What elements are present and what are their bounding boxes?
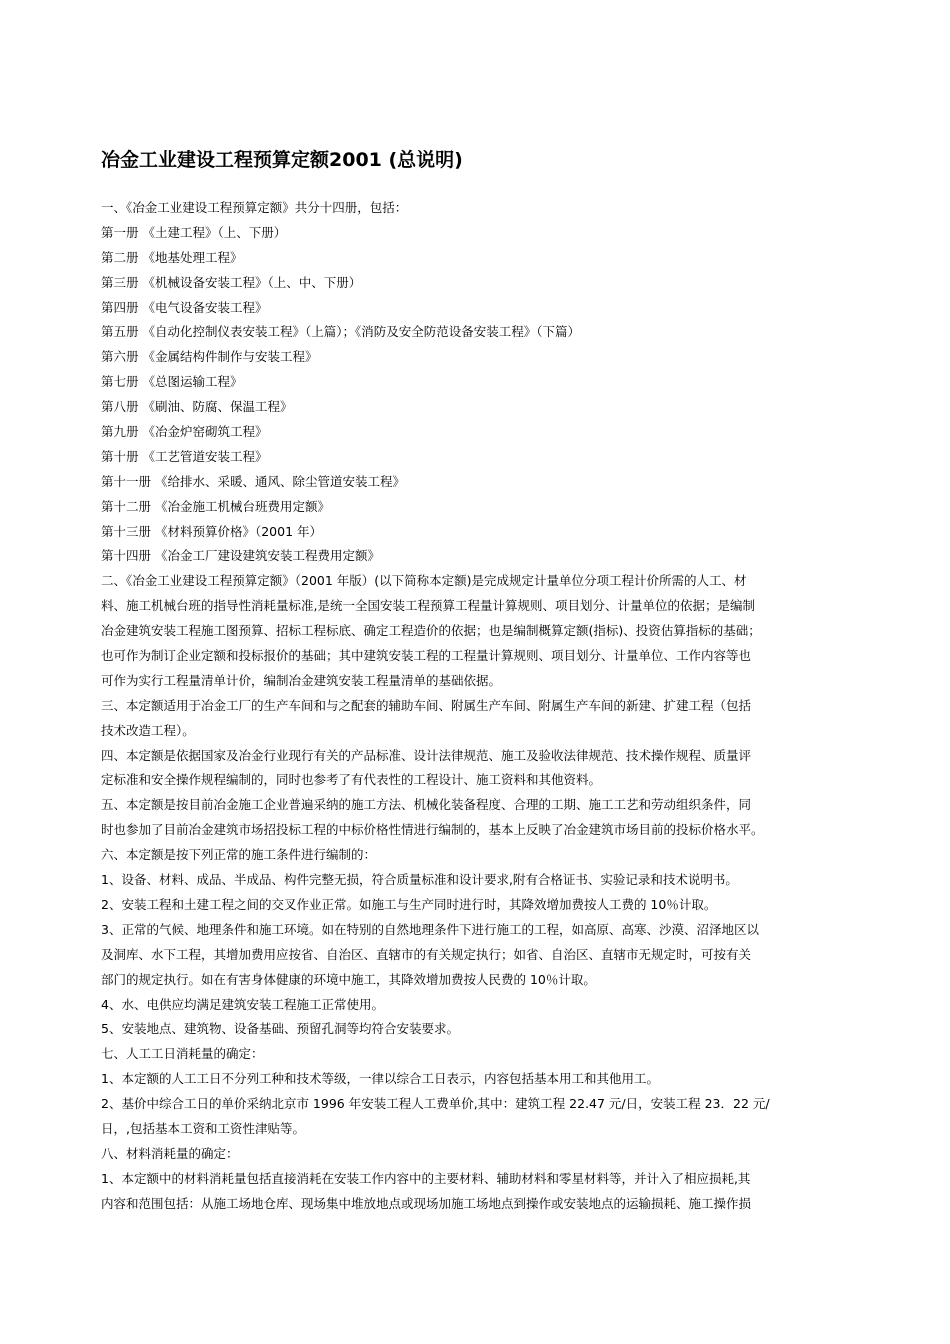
text-line: 第十册 《工艺管道安装工程》 xyxy=(101,448,268,464)
text-line: 内容和范围包括：从施工场地仓库、现场集中堆放地点或现场加施工场地点到操作或安装地点的运输损耗、施工操作损 xyxy=(101,1195,752,1211)
text-line: 可作为实行工程量清单计价，编制冶金建筑安装工程量清单的基础依据。 xyxy=(101,672,502,688)
text-line: 三、本定额适用于冶金工厂的生产车间和与之配套的辅助车间、附属生产车间、附属生产车间的新建、扩建工程（包括 xyxy=(101,697,752,713)
text-line: 七、人工工日消耗量的确定： xyxy=(101,1046,264,1062)
text-line: 一、《冶金工业建设工程预算定额》共分十四册，包括： xyxy=(101,200,408,215)
text-line: 第七册 《总图运输工程》 xyxy=(101,374,243,390)
text-line: 第一册 《土建工程》（上、下册） xyxy=(101,224,287,240)
text-line: 定标准和安全操作规程编制的，同时也参考了有代表性的工程设计、施工资料和其他资料。 xyxy=(101,772,602,788)
text-line: 3、正常的气候、地理条件和施工环境。如在特别的自然地理条件下进行施工的工程，如高原、高寒、沙漠、沼泽地区以 xyxy=(101,921,759,937)
text-line: 2、基价中综合工日的单价采纳北京市 1996 年安装工程人工费单价,其中：建筑工程 22.47 元/日，安装工程 23．22 元/ xyxy=(101,1096,770,1112)
text-line: 第十三册 《材料预算价格》（2001 年） xyxy=(101,523,323,539)
text-line: 日，,包括基本工资和工资性津贴等。 xyxy=(101,1120,305,1136)
text-line: 2、安装工程和土建工程之间的交叉作业正常。如施工与生产同时进行时，其降效增加费按人工费的 10％计取。 xyxy=(101,896,717,912)
text-line: 第六册 《金属结构件制作与安装工程》 xyxy=(101,349,318,365)
text-line: 第三册 《机械设备安装工程》（上、中、下册） xyxy=(101,274,362,290)
text-line: 二、《冶金工业建设工程预算定额》（2001 年版）(以下简称本定额)是完成规定计量单位分项工程计价所需的人工、材 xyxy=(101,573,747,589)
text-line: 第十二册 《冶金施工机械台班费用定额》 xyxy=(101,498,330,514)
text-line: 技术改造工程）。 xyxy=(101,722,195,738)
text-line: 第十四册 《冶金工厂建设建筑安装工程费用定额》 xyxy=(101,548,380,564)
text-line: 八、材料消耗量的确定： xyxy=(101,1145,239,1161)
text-line: 第二册 《地基处理工程》 xyxy=(101,249,243,265)
text-line: 1、本定额的人工工日不分列工种和技术等级，一律以综合工日表示，内容包括基本用工和其他用工。 xyxy=(101,1071,659,1087)
text-line: 部门的规定执行。如在有害身体健康的环境中施工，其降效增加费按人民费的 10％计取。 xyxy=(101,971,596,987)
text-line: 4、水、电供应均满足建筑安装工程施工正常使用。 xyxy=(101,996,384,1012)
text-line: 第九册 《冶金炉窑砌筑工程》 xyxy=(101,424,268,440)
text-line: 冶金建筑安装工程施工图预算、招标工程标底、确定工程造价的依据；也是编制概算定额(指标)、投资估算指标的基础； xyxy=(101,623,761,639)
text-line: 六、本定额是按下列正常的施工条件进行编制的： xyxy=(101,847,377,863)
text-line: 1、本定额中的材料消耗量包括直接消耗在安装工作内容中的主要材料、辅助材料和零星材料等，并计入了相应损耗,其 xyxy=(101,1170,751,1186)
document-title: 冶金工业建设工程预算定额2001 (总说明) xyxy=(101,149,463,171)
text-line: 及洞库、水下工程，其增加费用应按省、自治区、直辖市的有关规定执行；如省、自治区、直辖市无规定时，可按有关 xyxy=(101,946,752,962)
text-line: 第八册 《刷油、防腐、保温工程》 xyxy=(101,399,293,415)
text-line: 第十一册 《给排水、采暖、通风、除尘管道安装工程》 xyxy=(101,473,405,489)
text-line: 也可作为制订企业定额和投标报价的基础；其中建筑安装工程的工程量计算规则、项目划分、计量单位、工作内容等也 xyxy=(101,648,752,664)
text-line: 1、设备、材料、成品、半成品、构件完整无损，符合质量标准和设计要求,附有合格证书、实验记录和技术说明书。 xyxy=(101,872,738,888)
text-line: 四、本定额是依据国家及冶金行业现行有关的产品标准、设计法律规范、施工及验收法律规范、技术操作规程、质量评 xyxy=(101,747,752,763)
text-line: 时也参加了目前冶金建筑市场招投标工程的中标价格性情进行编制的，基本上反映了冶金建筑市场目前的投标价格水平。 xyxy=(101,822,764,838)
text-line: 料、施工机械台班的指导性消耗量标准,是统一全国安装工程预算工程量计算规则、项目划分、计量单位的依据；是编制 xyxy=(101,598,755,614)
text-line: 五、本定额是按目前冶金施工企业普遍采纳的施工方法、机械化装备程度、合理的工期、施工工艺和劳动组织条件，同 xyxy=(101,797,752,813)
text-line: 5、安装地点、建筑物、设备基础、预留孔洞等均符合安装要求。 xyxy=(101,1021,459,1037)
document-body xyxy=(101,196,859,1217)
text-line: 第五册 《自动化控制仪表安装工程》（上篇）；《消防及安全防范设备安装工程》（下篇） xyxy=(101,324,580,340)
text-line: 第四册 《电气设备安装工程》 xyxy=(101,299,268,315)
